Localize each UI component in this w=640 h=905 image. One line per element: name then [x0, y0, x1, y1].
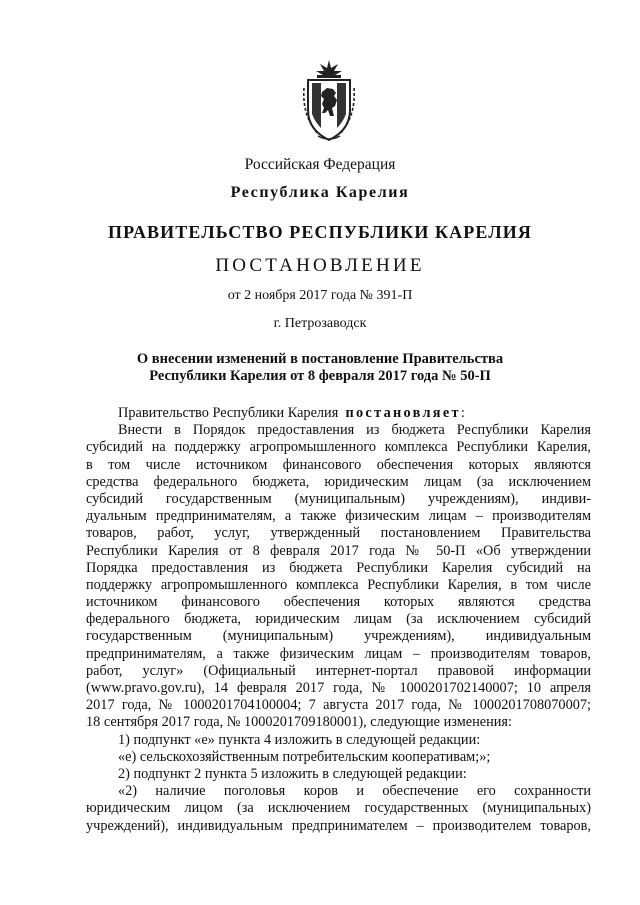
body-line: источником финансового обеспечения которых являются средства — [86, 594, 591, 611]
document-type: ПОСТАНОВЛЕНИЕ — [215, 255, 425, 276]
body-line: товаров, работ, услуг, утвержденный постановлением Правительства — [86, 525, 591, 542]
body-line: поддержку агропромышленного комплекса Республики Карелия, в том числе — [86, 576, 591, 593]
body-line: предпринимателям, а также физическим лицам – производителям товаров, — [86, 645, 591, 662]
document-title-line-1: О внесении изменений в постановление Правительства — [136, 351, 504, 367]
body-line: 18 сентября 2017 года, № 1000201709180001), следующие изменения: — [86, 714, 512, 731]
karelia-coat-of-arms-emblem — [300, 58, 358, 144]
body-line: работ, услуг» (Официальный интернет-портал правовой информации — [86, 662, 591, 679]
republic-name: Республика Карелия — [230, 184, 410, 201]
body-line: «е) сельскохозяйственным потребительским кооперативам;»; — [118, 748, 491, 765]
intro-suffix: : — [460, 405, 465, 421]
body-line: 1) подпункт «е» пункта 4 изложить в следующей редакции: — [118, 731, 481, 748]
intro-verb: постановляет — [345, 405, 461, 421]
country-name: Российская Федерация — [244, 156, 396, 173]
document-body — [86, 405, 591, 835]
body-line: дуальным предпринимателям, а также физическим лицам – производителям — [86, 508, 591, 525]
document-date-number: от 2 ноября 2017 года № 391-П — [227, 288, 413, 303]
document-city: г. Петрозаводск — [273, 316, 367, 331]
body-line: Порядка предоставления из бюджета Республики Карелия субсидий на — [86, 559, 591, 576]
body-line: Республики Карелия от 8 февраля 2017 года № 50-П «Об утверждении — [86, 542, 591, 559]
body-line: 2017 года, № 1000201704100004; 7 августа 2017 года, № 1000201708070007; — [86, 697, 591, 714]
body-line: федерального бюджета, юридическим лицам (за исключением субсидий — [86, 611, 591, 628]
government-heading: ПРАВИТЕЛЬСТВО РЕСПУБЛИКИ КАРЕЛИЯ — [108, 222, 532, 242]
body-line: «2) наличие поголовья коров и обеспечение его сохранности — [118, 783, 591, 800]
intro-line — [86, 405, 591, 422]
body-line: государственным (муниципальным) учреждениям), индивидуальным — [86, 628, 591, 645]
document-title-line-2: Республики Карелия от 8 февраля 2017 года № 50-П — [149, 368, 491, 384]
body-line: (www.pravo.gov.ru), 14 февраля 2017 года, № 1000201702140007; 10 апреля — [86, 680, 591, 696]
body-line: 2) подпункт 2 пункта 5 изложить в следующей редакции: — [118, 765, 467, 782]
body-line: субсидий государственным (муниципальным) учреждениям), индиви- — [86, 490, 591, 507]
body-line: субсидий на поддержку агропромышленного комплекса Республики Карелия, — [86, 439, 591, 456]
body-line: юридическим лицом (за исключением государственных (муниципальных) — [86, 800, 591, 817]
body-line: в том числе источником финансового обеспечения которых являются — [86, 456, 591, 473]
intro-prefix: Правительство Республики Карелия — [118, 405, 346, 421]
body-line: средства федерального бюджета, юридическим лицам (за исключением — [86, 473, 591, 490]
body-line: Внести в Порядок предоставления из бюджета Республики Карелия — [118, 422, 591, 439]
body-line: учреждений), индивидуальным предпринимателем – производителем товаров, — [86, 817, 591, 834]
